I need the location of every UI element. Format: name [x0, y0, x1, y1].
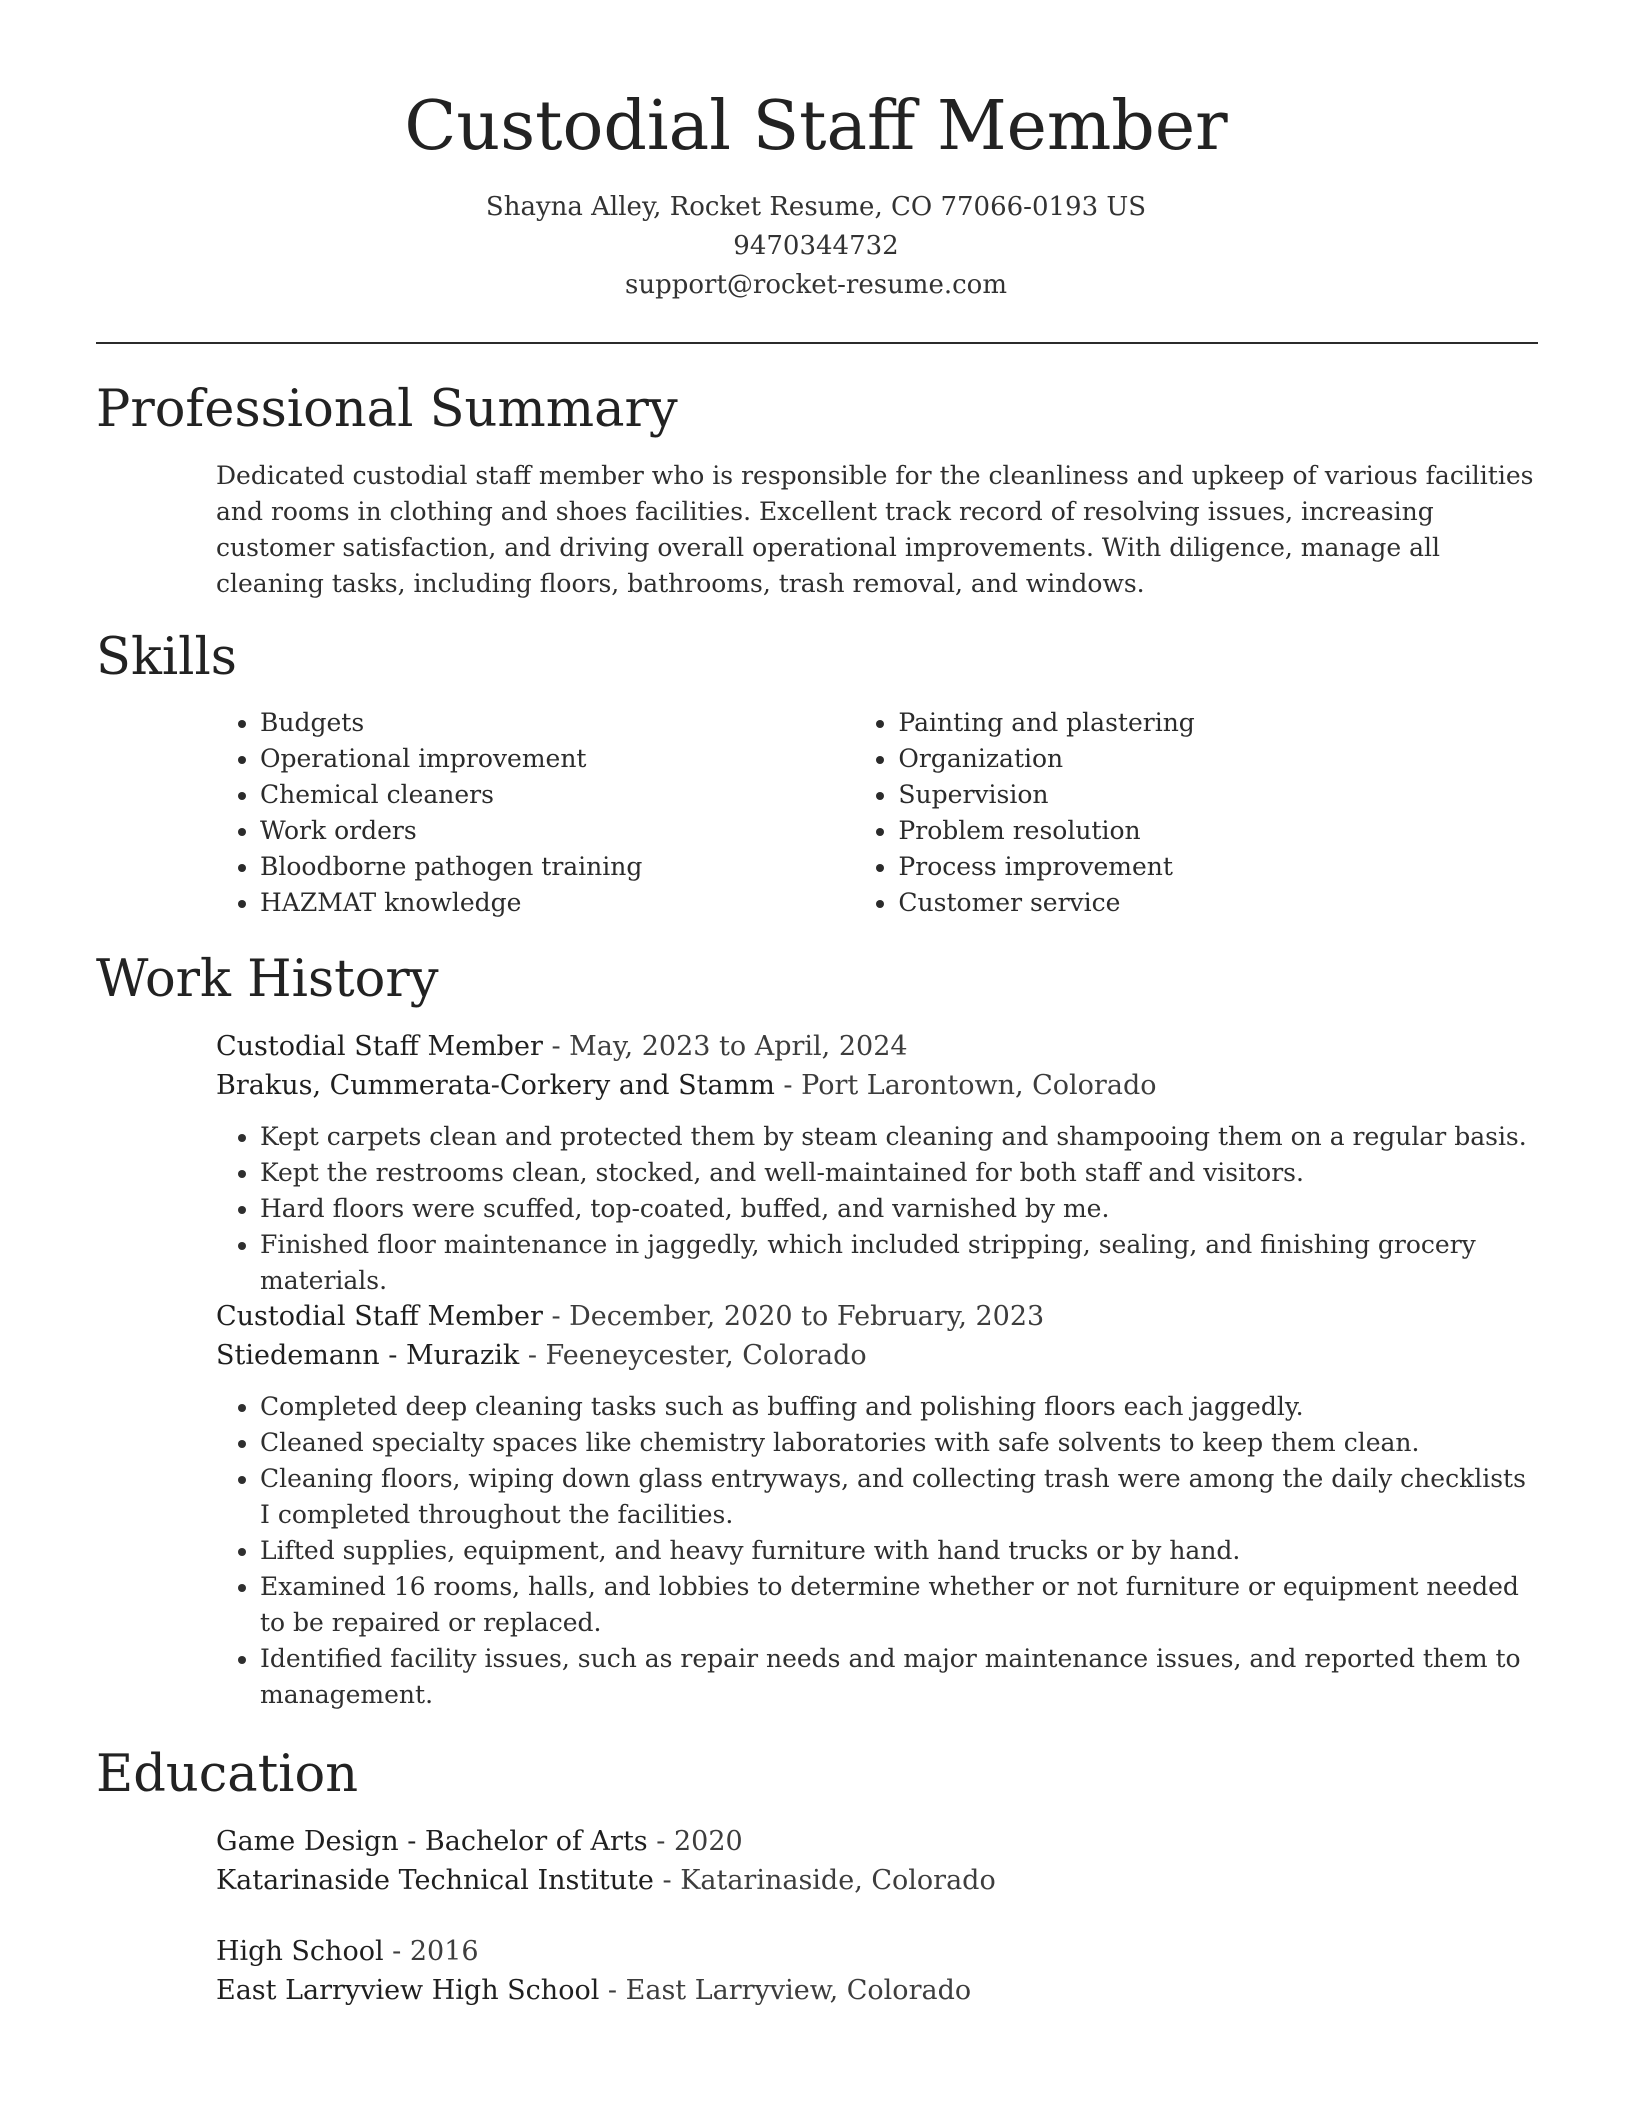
- education-degree-line: [216, 1822, 1536, 1861]
- skills-column-right: [854, 705, 1536, 921]
- job-duty: • Kept carpets clean and protected them by steam cleaning and shampooing them on a regular basis.: [260, 1119, 1536, 1155]
- job-entry-1: [216, 1027, 1536, 1299]
- skill-item: • HAZMAT knowledge: [260, 885, 854, 921]
- education-degree: Game Design - Bachelor of Arts: [216, 1826, 648, 1857]
- contact-email: support@rocket-resume.com: [624, 270, 1007, 300]
- skill-item: • Supervision: [898, 777, 1536, 813]
- job-duty: • Kept the restrooms clean, stocked, and well-maintained for both staff and visitors.: [260, 1155, 1536, 1191]
- education-degree: High School: [216, 1936, 384, 1967]
- job-title-line: [216, 1297, 1536, 1336]
- job-duty: • Cleaning floors, wiping down glass entryways, and collecting trash were among the daily checklists I completed throughout the facilities.: [260, 1461, 1536, 1533]
- job-entry-2: [216, 1297, 1536, 1713]
- job-duty: • Identified facility issues, such as repair needs and major maintenance issues, and reported them to management.: [260, 1641, 1536, 1713]
- job-company-line: [216, 1066, 1536, 1105]
- job-duty: • Cleaned specialty spaces like chemistry laboratories with safe solvents to keep them clean.: [260, 1425, 1536, 1461]
- summary-heading: Professional Summary: [96, 380, 678, 439]
- education-heading: Education: [96, 1745, 359, 1804]
- skill-item: • Customer service: [898, 885, 1536, 921]
- job-title: Custodial Staff Member: [216, 1301, 543, 1332]
- job-location: - Port Larontown, Colorado: [774, 1070, 1157, 1101]
- education-school: East Larryview High School: [216, 1975, 600, 2006]
- job-duty: • Examined 16 rooms, halls, and lobbies to determine whether or not furniture or equipment needed to be repaired or replaced.: [260, 1569, 1536, 1641]
- job-company: Brakus, Cummerata-Corkery and Stamm: [216, 1070, 775, 1101]
- skill-item: • Problem resolution: [898, 813, 1536, 849]
- skill-item: • Work orders: [260, 813, 854, 849]
- job-duty: • Completed deep cleaning tasks such as buffing and polishing floors each jaggedly.: [260, 1389, 1536, 1425]
- work-history-heading: Work History: [96, 950, 439, 1009]
- job-company-line: [216, 1336, 1536, 1375]
- job-title-line: [216, 1027, 1536, 1066]
- job-location: - Feeneycester, Colorado: [519, 1340, 867, 1371]
- skill-item: • Operational improvement: [260, 741, 854, 777]
- skill-item: • Chemical cleaners: [260, 777, 854, 813]
- contact-address: Shayna Alley, Rocket Resume, CO 77066-0193 US: [485, 192, 1147, 222]
- job-dates: - May, 2023 to April, 2024: [542, 1031, 908, 1062]
- education-year: - 2016: [383, 1936, 479, 1967]
- job-duties-list: [216, 1119, 1536, 1299]
- skills-column-left: [216, 705, 854, 921]
- skills-heading: Skills: [96, 628, 237, 687]
- education-entry-1: [216, 1822, 1536, 1900]
- job-title: Custodial Staff Member: [216, 1031, 543, 1062]
- skill-item: • Organization: [898, 741, 1536, 777]
- skill-item: • Bloodborne pathogen training: [260, 849, 854, 885]
- job-dates: - December, 2020 to February, 2023: [542, 1301, 1045, 1332]
- job-duty: • Finished floor maintenance in jaggedly, which included stripping, sealing, and finishing grocery materials.: [260, 1227, 1536, 1299]
- education-location: - East Larryview, Colorado: [599, 1975, 972, 2006]
- job-duty: • Hard floors were scuffed, top-coated, buffed, and varnished by me.: [260, 1191, 1536, 1227]
- resume-header: [0, 0, 1632, 305]
- summary-text-block: [216, 458, 1536, 602]
- education-year: - 2020: [647, 1826, 743, 1857]
- education-location: - Katarinaside, Colorado: [653, 1865, 996, 1896]
- job-company: Stiedemann - Murazik: [216, 1340, 520, 1371]
- job-duties-list: [216, 1389, 1536, 1713]
- skill-item: • Budgets: [260, 705, 854, 741]
- education-school-line: [216, 1971, 1536, 2010]
- education-entry-2: [216, 1932, 1536, 2010]
- header-divider: [96, 342, 1538, 344]
- contact-phone: 9470344732: [733, 231, 899, 261]
- skill-item: • Painting and plastering: [898, 705, 1536, 741]
- education-degree-line: [216, 1932, 1536, 1971]
- summary-paragraph: Dedicated custodial staff member who is responsible for the cleanliness and upkeep of various facilities and rooms in clothing and shoes facilities. Excellent track record of resolving issues, increasing customer satisfaction, and driving overall operational improvements. With diligence, manage all cleaning tasks, including floors, bathrooms, trash removal, and windows.: [216, 461, 1534, 598]
- education-school-line: [216, 1861, 1536, 1900]
- candidate-title: Custodial Staff Member: [404, 87, 1228, 166]
- skill-item: • Process improvement: [898, 849, 1536, 885]
- contact-block: [0, 188, 1632, 305]
- skills-list: [216, 705, 1536, 921]
- job-duty: • Lifted supplies, equipment, and heavy furniture with hand trucks or by hand.: [260, 1533, 1536, 1569]
- education-school: Katarinaside Technical Institute: [216, 1865, 654, 1896]
